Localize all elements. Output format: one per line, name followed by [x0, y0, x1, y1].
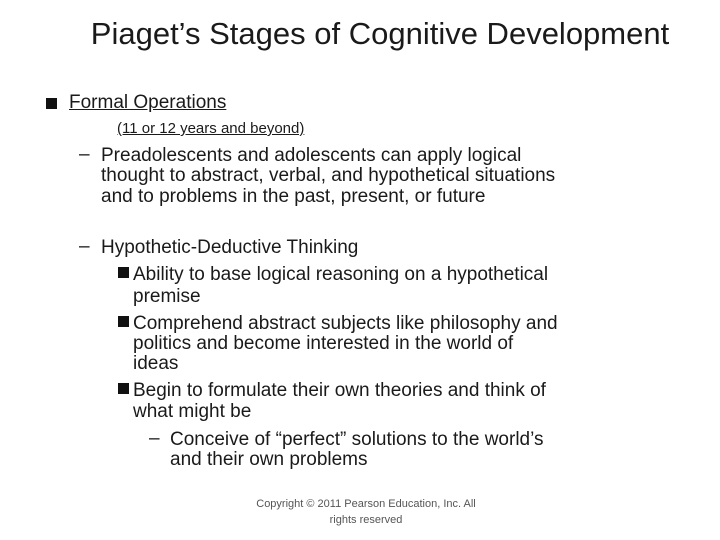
square-bullet-icon: [118, 383, 129, 394]
dash-bullet: –: [149, 428, 160, 449]
slide-title: Piaget’s Stages of Cognitive Development: [90, 16, 670, 51]
sub-bullet-line: ideas: [133, 353, 179, 374]
age-range: (11 or 12 years and beyond): [117, 120, 305, 137]
square-bullet-icon: [118, 316, 129, 327]
point1-line: Preadolescents and adolescents can apply logical: [101, 145, 522, 166]
sub-sub-line: Conceive of “perfect” solutions to the world’s: [170, 429, 544, 450]
section-heading: Formal Operations: [69, 92, 227, 113]
square-bullet-icon: [46, 98, 57, 109]
square-bullet-icon: [118, 267, 129, 278]
sub-bullet-line: what might be: [133, 401, 252, 422]
sub-sub-line: and their own problems: [170, 449, 368, 470]
sub-bullet-line: politics and become interested in the world of: [133, 333, 514, 354]
point1-line: thought to abstract, verbal, and hypothetical situations: [101, 165, 556, 186]
sub-bullet-line: Ability to base logical reasoning on a hypothetical: [133, 264, 549, 285]
copyright-footer: [250, 496, 482, 528]
point2-title: Hypothetic-Deductive Thinking: [101, 237, 359, 258]
footer-line: rights reserved: [329, 514, 403, 526]
sub-bullet-line: premise: [133, 286, 201, 307]
sub-bullet-line: Comprehend abstract subjects like philosophy and: [133, 313, 558, 334]
point1-line: and to problems in the past, present, or future: [101, 186, 486, 207]
dash-bullet: –: [79, 236, 90, 257]
dash-bullet: –: [79, 144, 90, 165]
sub-bullet-line: Begin to formulate their own theories and think of: [133, 380, 546, 401]
footer-line: Copyright © 2011 Pearson Education, Inc. All: [256, 498, 476, 510]
